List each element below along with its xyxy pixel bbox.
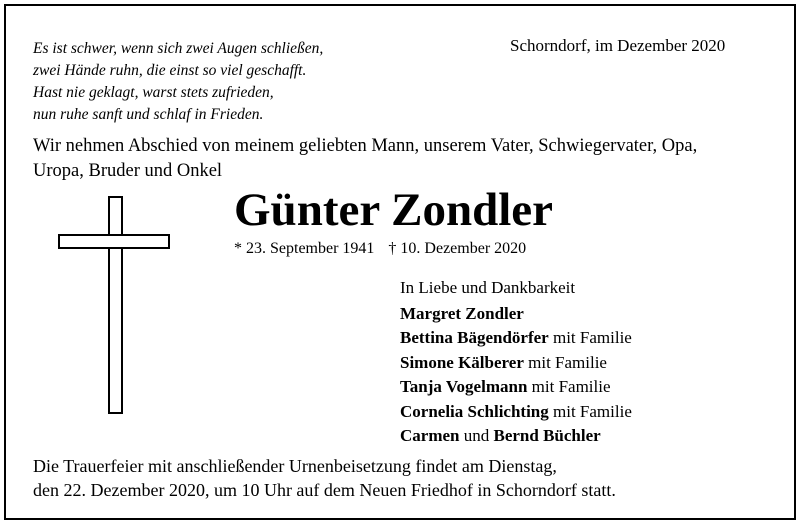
poem: [33, 38, 323, 126]
life-dates: [234, 240, 526, 258]
family-member: Margret Zondler: [400, 303, 524, 323]
poem-line: Hast nie geklagt, warst stets zufrieden,: [33, 84, 274, 101]
poem-line: Es ist schwer, wenn sich zwei Augen schließen,: [33, 40, 324, 57]
place-date: Schorndorf, im Dezember 2020: [510, 36, 726, 55]
family-member: Tanja Vogelmann mit Familie: [400, 377, 611, 396]
family-member: Bettina Bägendörfer mit Familie: [400, 328, 632, 347]
funeral-line: den 22. Dezember 2020, um 10 Uhr auf dem Neuen Friedhof in Schorndorf statt.: [33, 480, 616, 500]
deceased-name: Günter Zondler: [234, 184, 554, 236]
family-intro: In Liebe und Dankbarkeit: [400, 278, 576, 297]
family-member: Cornelia Schlichting mit Familie: [400, 401, 632, 421]
family-member: Simone Kälberer mit Familie: [400, 352, 607, 372]
latin-cross-icon: [58, 196, 178, 416]
intro-text: [33, 134, 793, 184]
poem-line: zwei Hände ruhn, die einst so viel geschafft.: [33, 62, 307, 79]
funeral-notice: [33, 454, 616, 502]
birth-date: * 23. September 1941: [234, 240, 375, 257]
death-date: † 10. Dezember 2020: [388, 240, 527, 257]
family-member: Carmen und Bernd Büchler: [400, 426, 601, 445]
funeral-line: Die Trauerfeier mit anschließender Urnenbeisetzung findet am Dienstag,: [33, 456, 557, 476]
obituary-card: [4, 4, 796, 520]
intro-line: Uropa, Bruder und Onkel: [33, 161, 223, 181]
family-list: [400, 276, 632, 449]
poem-line: nun ruhe sanft und schlaf in Frieden.: [33, 106, 264, 123]
intro-line: Wir nehmen Abschied von meinem geliebten Mann, unserem Vater, Schwiegervater, Opa,: [33, 136, 698, 156]
